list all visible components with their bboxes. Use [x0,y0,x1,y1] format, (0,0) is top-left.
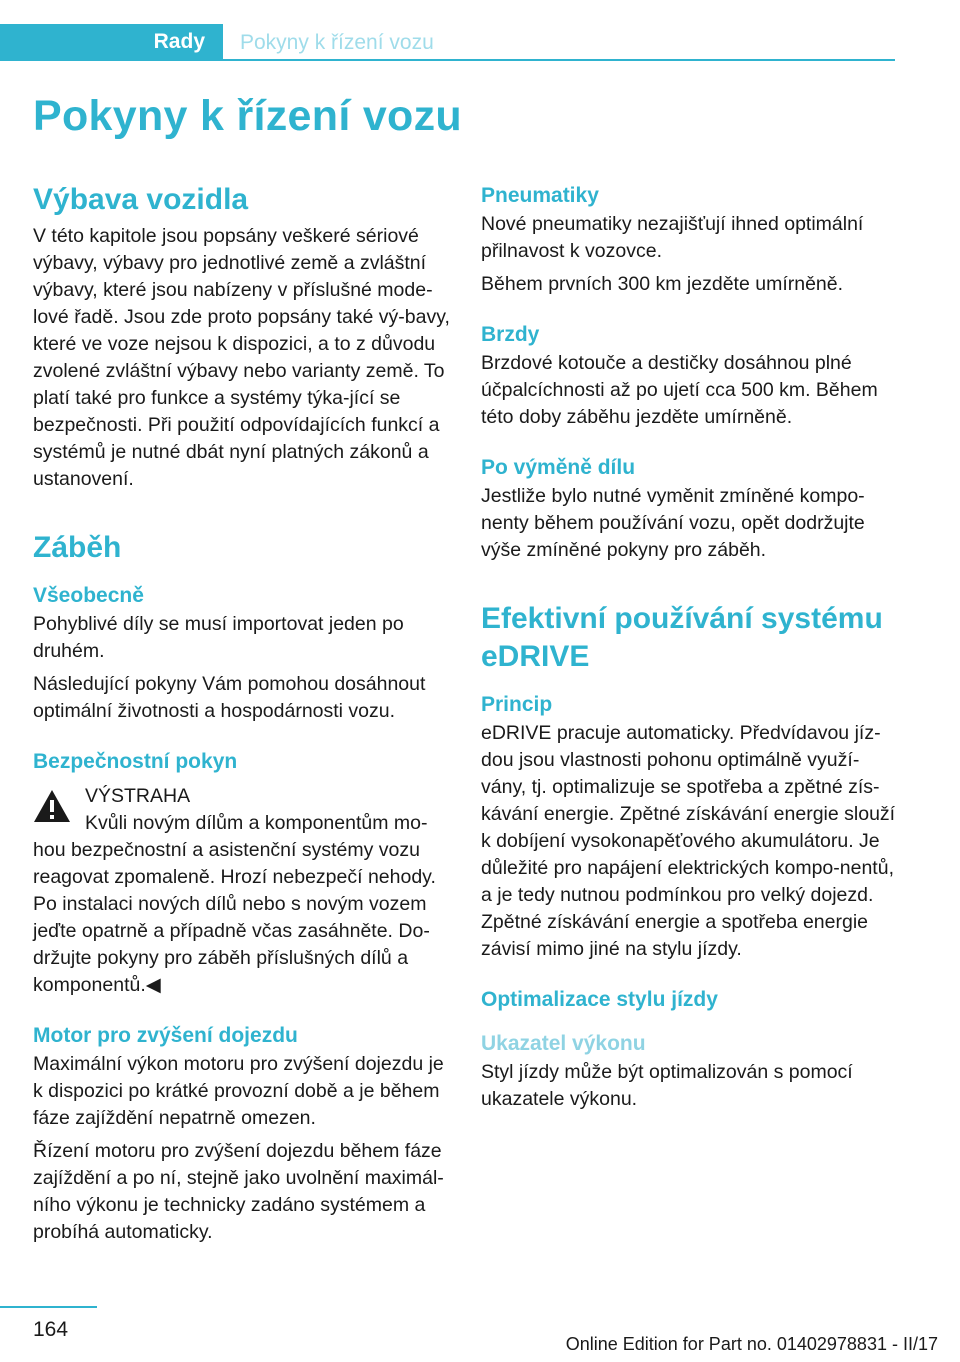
pneumatiky-paragraph-1: Nové pneumatiky nezajišťují ihned optimální přilnavost k vozovce. [481,213,864,262]
vseobecne-heading: Všeobecně [33,584,144,607]
vseobecne-paragraph-1: Pohyblivé díly se musí importovat jeden po druhém. [33,613,404,662]
pneumatiky-paragraph-2: Během prvních 300 km jezděte umírněně. [481,273,844,295]
princip-heading: Princip [481,693,553,716]
warning-box [33,783,451,999]
warning-text: hou bezpečnostní a asistenční systémy vozu reagovat zpomaleně. Hrozí nebezpečí nehody. Po instalaci nových dílů nebo s novým vozem jeďte opatrně a případně včas zasáhněte. Do‐držujte pokyny pro záběh příslušných dílů a komponentů.◀ [33,839,436,996]
right-column [481,181,899,1113]
vymena-paragraph: Jestliže bylo nutné vyměnit zmíněné kompo‐nenty během používání vozu, opět dodržujte výše zmíněné pokyny pro záběh. [481,485,865,561]
warning-title: VÝSTRAHA [85,785,191,807]
brzdy-heading: Brzdy [481,323,540,346]
motor-paragraph-2: Řízení motoru pro zvýšení dojezdu během fáze zajíždění a po ní, stejně jako uvolnění maximál‐ního výkonu je technicky zadáno systémem a probíhá automaticky. [33,1140,444,1243]
header-section-label: Rady [153,30,205,53]
pneumatiky-heading: Pneumatiky [481,184,599,207]
ukazatel-heading: Ukazatel výkonu [481,1032,646,1055]
left-column [33,181,451,1246]
zabeh-heading: Záběh [33,531,122,564]
page-title: Pokyny k řízení vozu [33,92,462,140]
header-chapter-label[interactable]: Pokyny k řízení vozu [240,31,434,54]
motor-paragraph-1: Maximální výkon motoru pro zvýšení dojezdu je k dispozici po krátké provozní době a je během fáze zajíždění nepatrně omezen. [33,1053,444,1129]
brzdy-paragraph: Brzdové kotouče a destičky dosáhnou plné účpalcíchnosti až po ujetí cca 500 km. Během této doby záběhu jezděte umírněně. [481,352,878,428]
princip-paragraph: eDRIVE pracuje automaticky. Předvídavou jíz‐dou jsou vlastnosti pohonu optimálně využí‐vány, tj. optimalizuje se spotřeba a zpětné zís‐kávání energie. Zpětné získávání energie slouží k dobíjení vysokonapěťového akumulátoru. Je důležité pro napájení elektrických kompo‐nentů, a je tedy nutnou podmínkou pro velký dojezd. Zpětné získávání energie a spotřeba energie závisí mimo jiné na stylu jízdy. [481,722,896,960]
ukazatel-paragraph: Styl jízdy může být optimalizován s pomocí ukazatele výkonu. [481,1061,853,1110]
page-number: 164 [33,1318,69,1341]
vybava-text: V této kapitole jsou popsány veškeré sériové výbavy, výbavy pro jednotlivé země a zvláštní výbavy, které jsou nabízeny v příslušné mode‐lové řadě. Jsou zde proto popsány také vý‐bavy, které ve voze nejsou k dispozici, a to z důvodu zvolené zvláštní výbavy nebo varianty země. To platí také pro funkce a systémy týka‐jící se bezpečnosti. Při použití odpovídajících funkcí a systémů je nutné dbát nyní platných zákonů a ustanovení. [33,225,450,490]
footer-rule [0,1306,97,1308]
vseobecne-paragraph-2: Následující pokyny Vám pomohou dosáhnout optimální životnosti a hospodárnosti vozu. [33,673,426,722]
edrive-heading: Efektivní používání systému eDRIVE [481,602,883,673]
motor-heading: Motor pro zvýšení dojezdu [33,1024,298,1047]
bezpecnost-heading: Bezpečnostní pokyn [33,750,238,773]
edition-note: Online Edition for Part no. 01402978831 - II/17 [565,1334,938,1354]
warning-text-line-1: Kvůli novým dílům a komponentům mo‐ [85,812,428,834]
vybava-heading: Výbava vozidla [33,183,249,216]
vymena-heading: Po výměně dílu [481,456,636,479]
warning-triangle-icon [33,789,71,823]
optimalizace-heading: Optimalizace stylu jízdy [481,988,718,1011]
header-section-tab[interactable] [0,24,223,61]
